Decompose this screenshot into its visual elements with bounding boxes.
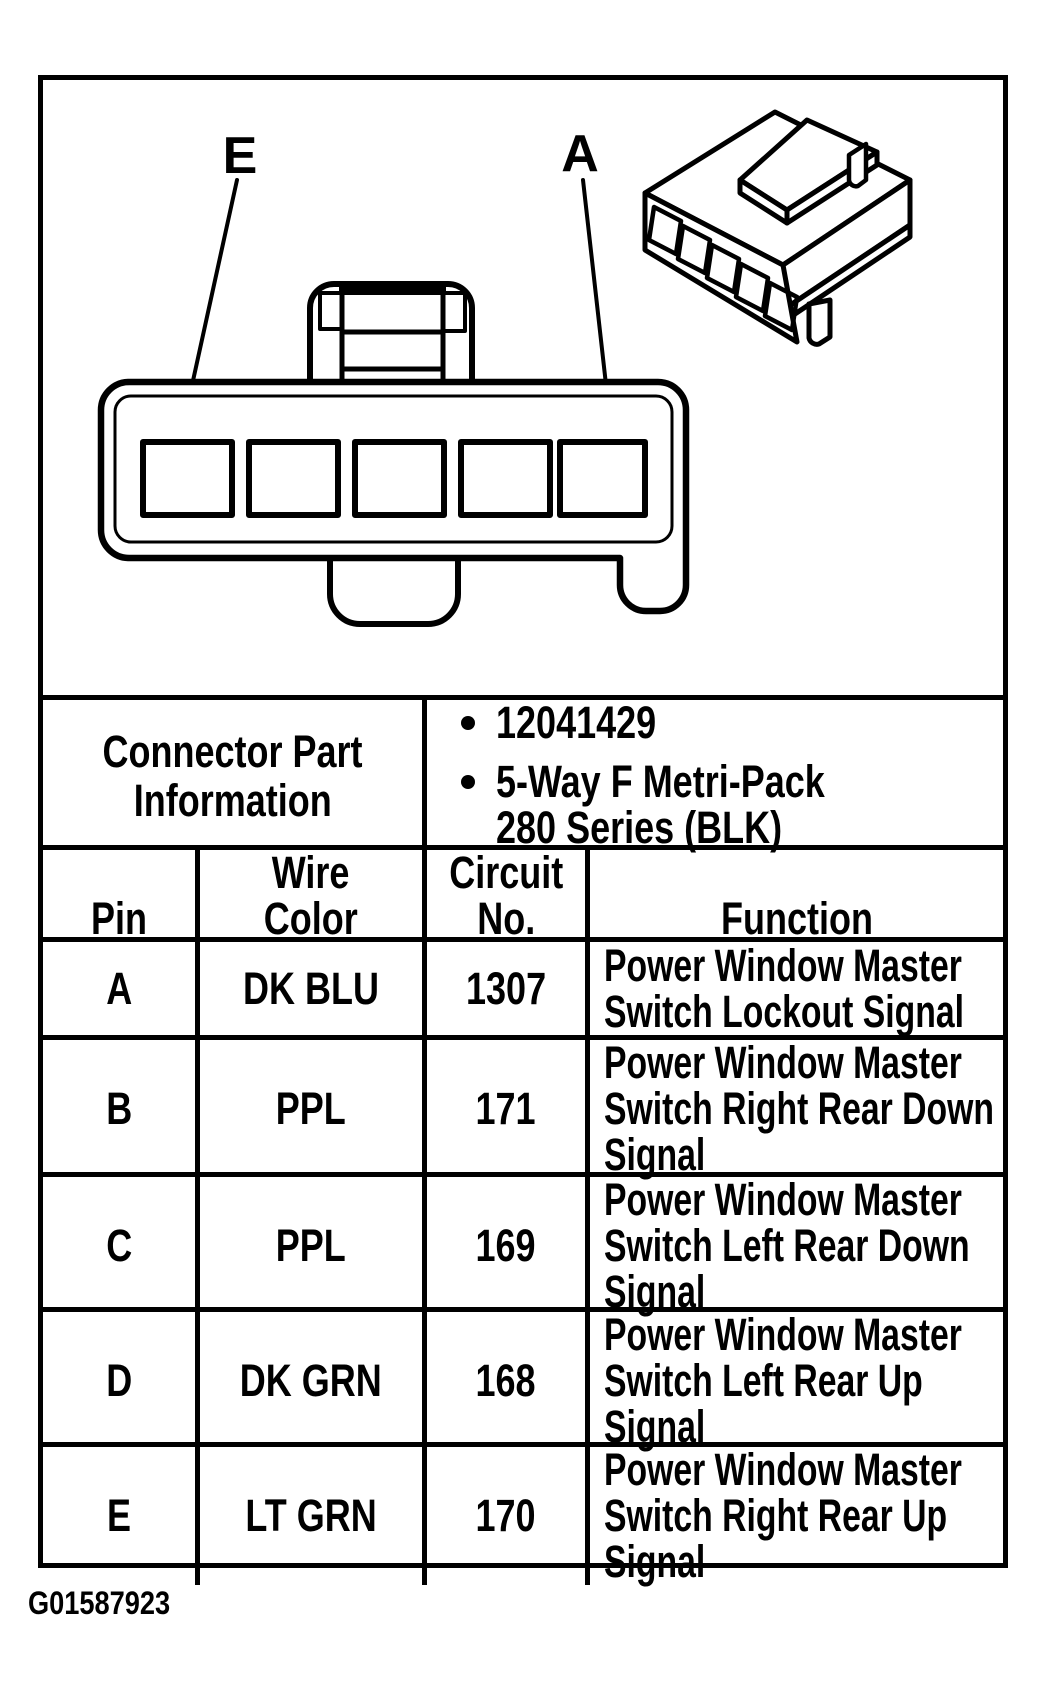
title-line-2: Information bbox=[133, 774, 332, 826]
pin-cell: E bbox=[43, 1447, 200, 1585]
connector-latch-drawing bbox=[310, 284, 472, 385]
part-series-item bbox=[461, 756, 907, 807]
pin-cell: C bbox=[43, 1177, 200, 1315]
pin-e-label: E bbox=[222, 127, 258, 185]
header-wire-color: Wire Color bbox=[200, 850, 427, 952]
table-row bbox=[43, 1442, 1003, 1587]
part-number: 12041429 bbox=[496, 697, 657, 748]
function-cell: Power Window Master Switch Lockout Signal bbox=[604, 939, 965, 1037]
circuit-no-cell: 171 bbox=[427, 1040, 590, 1178]
figure-id: G01587923 bbox=[28, 1585, 171, 1621]
pin-cell: D bbox=[43, 1312, 200, 1450]
header-function: Function bbox=[720, 893, 873, 944]
wire-color-cell: DK BLU bbox=[200, 942, 427, 1035]
bullet-icon bbox=[461, 716, 475, 730]
function-cell: Power Window Master Switch Left Rear Up Signal bbox=[604, 1309, 962, 1452]
iso-foot bbox=[809, 300, 830, 344]
header-circuit-no: Circuit No. bbox=[427, 850, 590, 952]
pin-a-label: A bbox=[561, 125, 599, 183]
connector-isometric-view bbox=[645, 112, 910, 344]
title-line-1: Connector Part bbox=[102, 725, 363, 777]
function-cell: Power Window Master Switch Left Rear Down Signal bbox=[604, 1174, 970, 1317]
pin-cell: A bbox=[43, 942, 200, 1035]
connector-drawing-area bbox=[43, 80, 1003, 695]
header-pin: Pin bbox=[43, 850, 200, 952]
part-series-line-1: 5-Way F Metri-Pack bbox=[496, 756, 825, 807]
circuit-no-cell: 170 bbox=[427, 1447, 590, 1585]
connector-diagram bbox=[43, 80, 1003, 695]
bottom-tab bbox=[330, 561, 458, 624]
connector-part-info-row bbox=[43, 695, 1003, 853]
circuit-no-cell: 169 bbox=[427, 1177, 590, 1315]
circuit-no-cell: 168 bbox=[427, 1312, 590, 1450]
table-row bbox=[43, 1172, 1003, 1317]
part-number-item bbox=[461, 697, 696, 748]
connector-front-view bbox=[101, 382, 686, 624]
part-series-continuation bbox=[496, 802, 854, 853]
wire-color-cell: PPL bbox=[200, 1040, 427, 1178]
pin-cell: B bbox=[43, 1040, 200, 1178]
table-row bbox=[43, 1035, 1003, 1180]
bullet-icon bbox=[461, 775, 475, 789]
figure-frame bbox=[38, 75, 1008, 1587]
wire-color-cell: PPL bbox=[200, 1177, 427, 1315]
function-cell: Power Window Master Switch Right Rear Up Signal bbox=[604, 1444, 962, 1587]
wire-color-cell: DK GRN bbox=[200, 1312, 427, 1450]
table-row bbox=[43, 937, 1003, 1035]
table-row bbox=[43, 1307, 1003, 1452]
connector-part-info-title bbox=[43, 700, 427, 851]
table-header-row bbox=[43, 845, 1003, 944]
circuit-no-cell: 1307 bbox=[427, 942, 590, 1035]
wire-color-cell: LT GRN bbox=[200, 1447, 427, 1585]
function-cell: Power Window Master Switch Right Rear Down Signal bbox=[604, 1037, 995, 1180]
connector-part-info-details bbox=[427, 697, 1003, 853]
part-series-line-2: 280 Series (BLK) bbox=[496, 802, 783, 853]
